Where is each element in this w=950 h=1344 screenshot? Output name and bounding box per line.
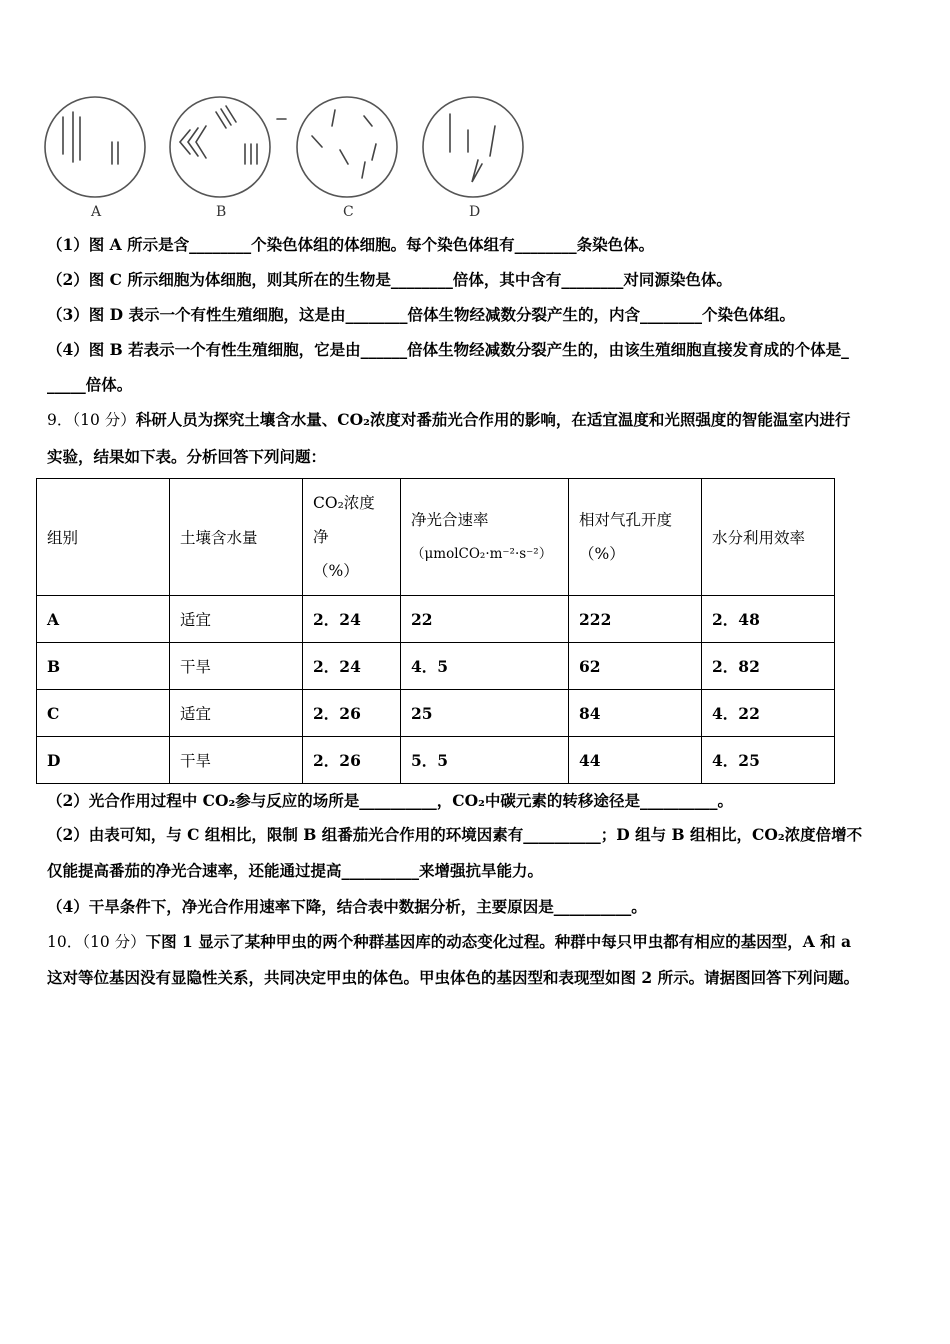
cell-group: A (37, 596, 170, 643)
cell-group: B (37, 643, 170, 690)
cell-group: D (37, 737, 170, 784)
q8-part3: （3）图 D 表示一个有性生殖细胞，这是由________倍体生物经减数分裂产生的，内含________个染色体组。 (47, 305, 796, 324)
cell-stoma: 84 (569, 690, 702, 737)
cell-co2: 2．26 (303, 737, 401, 784)
cell-co2: 2．24 (303, 596, 401, 643)
header-co2 (303, 479, 401, 596)
q9-intro-text: 科研人员为探究土壤含水量、CO₂浓度对番茄光合作用的影响，在适宜温度和光照强度的智能温室内进行 (135, 410, 851, 429)
cell-water: 2．82 (702, 643, 835, 690)
cell-co2: 2．24 (303, 643, 401, 690)
table-row (37, 690, 835, 737)
q9-part-b-line2: 仅能提高番茄的净光合速率，还能通过提高__________来增强抗旱能力。 (47, 861, 544, 880)
chromosome-figure-svg (40, 92, 530, 222)
q9-part-b-line1: （2）由表可知，与 C 组相比，限制 B 组番茄光合作用的环境因素有__________；D 组与 B 组相比，CO₂浓度倍增不 (47, 825, 863, 844)
table-row (37, 643, 835, 690)
label-c: C (343, 204, 354, 220)
header-co2-l1: CO₂浓度 (313, 494, 375, 512)
q8-part1: （1）图 A 所示是含________个染色体组的体细胞。每个染色体组有________条染色体。 (47, 235, 655, 254)
q8-part4-line1: （4）图 B 若表示一个有性生殖细胞，它是由______倍体生物经减数分裂产生的，由该生殖细胞直接发育成的个体是_ (47, 340, 849, 359)
header-rate (401, 479, 569, 596)
cell-water: 2．48 (702, 596, 835, 643)
q10-number: 10．（10 分） (47, 933, 146, 951)
header-stoma-l2: （%） (579, 545, 625, 563)
cell-stoma: 44 (569, 737, 702, 784)
cell-soil: 干旱 (170, 737, 303, 784)
cell-a (45, 97, 145, 197)
label-b: B (216, 204, 227, 220)
q8-part2: （2）图 C 所示细胞为体细胞，则其所在的生物是________倍体，其中含有________对同源染色体。 (47, 270, 732, 289)
header-rate-l2: （μmolCO₂·m⁻²·s⁻²） (411, 546, 553, 562)
cell-stoma: 222 (569, 596, 702, 643)
chromosome-figure (40, 92, 530, 222)
cell-rate: 22 (401, 596, 569, 643)
cell-rate: 5．5 (401, 737, 569, 784)
cell-rate: 4．5 (401, 643, 569, 690)
q10-intro-line2: 这对等位基因没有显隐性关系，共同决定甲虫的体色。甲虫体色的基因型和表现型如图 2 所示。请据图回答下列问题。 (47, 968, 860, 987)
table-row (37, 737, 835, 784)
cell-water: 4．25 (702, 737, 835, 784)
cell-stoma: 62 (569, 643, 702, 690)
q9-part-a: （2）光合作用过程中 CO₂参与反应的场所是__________，CO₂中碳元素的转移途径是__________。 (47, 791, 733, 810)
header-co2-l3: （%） (313, 562, 359, 580)
cell-co2: 2．26 (303, 690, 401, 737)
header-group: 组别 (37, 479, 170, 596)
q10-intro-line1 (47, 931, 851, 953)
cell-rate: 25 (401, 690, 569, 737)
table-header-row (37, 479, 835, 596)
header-water: 水分利用效率 (702, 479, 835, 596)
cell-c (297, 97, 397, 197)
cell-group: C (37, 690, 170, 737)
label-a: A (91, 204, 102, 220)
q9-part-c: （4）干旱条件下，净光合作用速率下降，结合表中数据分析，主要原因是__________。 (47, 897, 647, 916)
label-d: D (469, 204, 481, 220)
table-row (37, 596, 835, 643)
header-stoma (569, 479, 702, 596)
q9-intro-line1 (47, 409, 850, 431)
cell-soil: 适宜 (170, 690, 303, 737)
header-stoma-l1: 相对气孔开度 (579, 511, 673, 529)
cell-d (423, 97, 523, 197)
cell-water: 4．22 (702, 690, 835, 737)
header-soil: 土壤含水量 (170, 479, 303, 596)
results-table (36, 478, 835, 784)
q9-intro-line2: 实验，结果如下表。分析回答下列问题： (47, 447, 327, 466)
cell-soil: 适宜 (170, 596, 303, 643)
q8-part4-line2: _____倍体。 (47, 375, 133, 394)
q10-intro-text: 下图 1 显示了某种甲虫的两个种群基因库的动态变化过程。种群中每只甲虫都有相应的基因型，A 和 a (145, 932, 852, 951)
q9-number: 9．（10 分） (47, 411, 136, 429)
header-rate-l1: 净光合速率 (411, 511, 489, 529)
header-co2-l2: 净 (313, 528, 329, 546)
cell-soil: 干旱 (170, 643, 303, 690)
